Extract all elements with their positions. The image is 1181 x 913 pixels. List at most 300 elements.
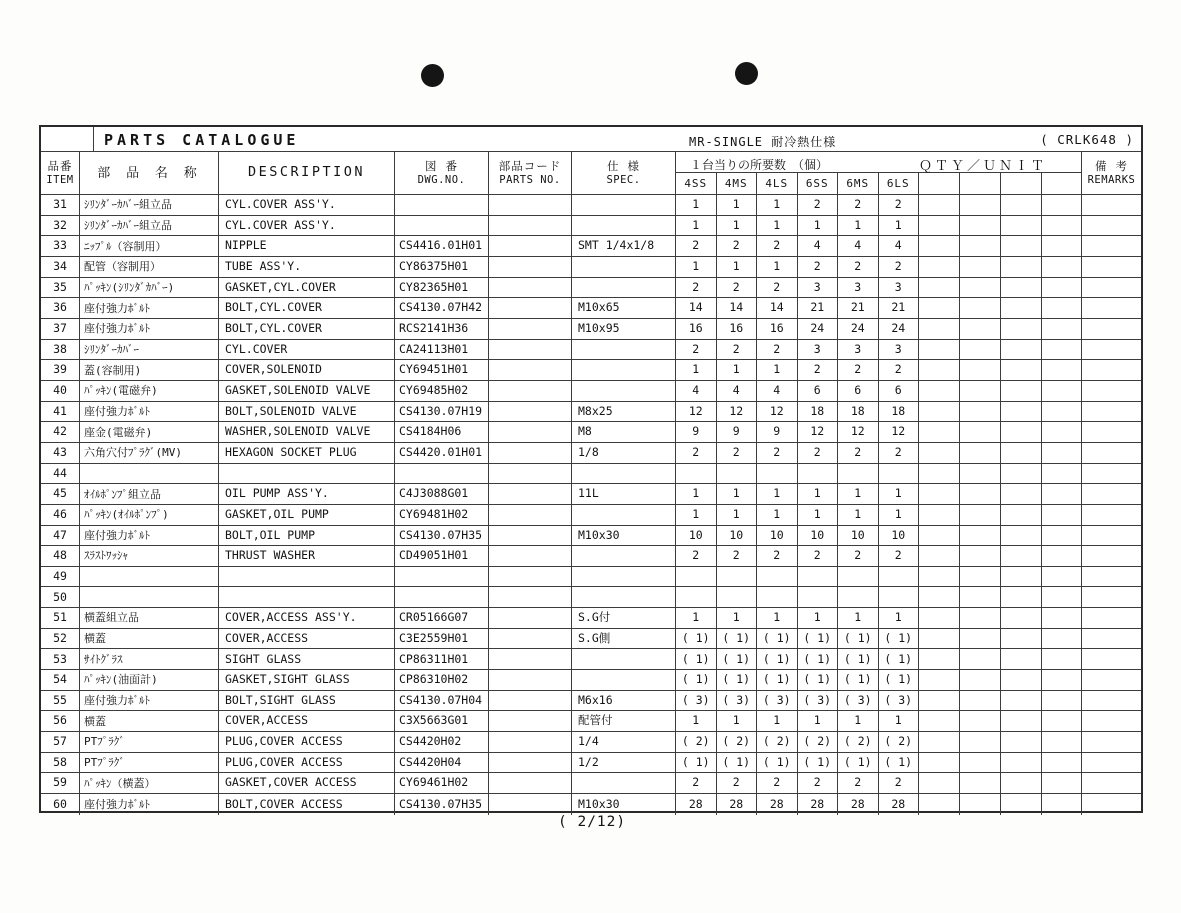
qty-cell-blank (960, 257, 1001, 277)
qty-cell-4ss: 1 (676, 608, 717, 628)
header-qty-model-columns (676, 173, 1081, 194)
table-row (41, 649, 1141, 670)
item-cell: 52 (41, 629, 80, 649)
table-row (41, 278, 1141, 299)
item-cell: 46 (41, 505, 80, 525)
qty-cell-6ls: 2 (879, 257, 920, 277)
qty-cell-4ms: 2 (717, 443, 758, 463)
item-cell: 33 (41, 236, 80, 256)
qty-cell-4ls: 1 (757, 195, 798, 215)
qty-cell-blank (1042, 526, 1082, 546)
item-cell: 31 (41, 195, 80, 215)
header-dwg-jp: 図 番 (425, 159, 458, 173)
part-name-cell: 横蓋組立品 (80, 608, 219, 628)
table-row (41, 567, 1141, 588)
qty-cell-blank (1042, 484, 1082, 504)
spec-cell: S.G付 (572, 608, 676, 628)
qty-cell-6ms (838, 587, 879, 607)
parts-no-cell (489, 773, 572, 793)
qty-cell-4ss: 16 (676, 319, 717, 339)
dwg-no-cell: CY69485H02 (395, 381, 489, 401)
table-row (41, 422, 1141, 443)
qty-cell-4ms: 28 (717, 794, 758, 815)
qty-cell-blank (1001, 567, 1042, 587)
spec-cell: M10x30 (572, 794, 676, 815)
dwg-no-cell: CS4130.07H35 (395, 526, 489, 546)
qty-cell-4ss: 12 (676, 402, 717, 422)
part-name-cell: ｼﾘﾝﾀﾞｰｶﾊﾞｰ組立品 (80, 216, 219, 236)
remarks-cell (1082, 526, 1141, 546)
item-cell: 48 (41, 546, 80, 566)
qty-cell-4ls: ( 1) (757, 753, 798, 773)
qty-cell-6ss: 1 (798, 484, 839, 504)
part-name-cell: 座付強力ﾎﾞﾙﾄ (80, 794, 219, 815)
item-cell: 55 (41, 691, 80, 711)
qty-cell-blank (919, 298, 960, 318)
table-row (41, 319, 1141, 340)
item-cell: 51 (41, 608, 80, 628)
qty-cell-blank (1001, 505, 1042, 525)
qty-cell-blank (960, 195, 1001, 215)
table-row (41, 257, 1141, 278)
remarks-cell (1082, 773, 1141, 793)
qty-cell-4ms (717, 464, 758, 484)
qty-cell-blank (1001, 794, 1042, 815)
parts-no-cell (489, 526, 572, 546)
description-cell: TUBE ASS'Y. (219, 257, 395, 277)
qty-cell-6ls: ( 1) (879, 649, 920, 669)
qty-cell-6ms: 4 (838, 236, 879, 256)
spec-cell (572, 360, 676, 380)
remarks-cell (1082, 649, 1141, 669)
header-qty-unit-en: ＱＴＹ／ＵＮＩＴ (919, 159, 1048, 174)
qty-cell-6ls: 2 (879, 546, 920, 566)
item-cell: 32 (41, 216, 80, 236)
qty-cell-6ss: 28 (798, 794, 839, 815)
qty-cell-4ms: ( 3) (717, 691, 758, 711)
qty-cell-blank (960, 608, 1001, 628)
qty-cell-4ss: 10 (676, 526, 717, 546)
table-row (41, 464, 1141, 485)
qty-cell-blank (919, 649, 960, 669)
dwg-no-cell: CS4416.01H01 (395, 236, 489, 256)
remarks-cell (1082, 195, 1141, 215)
remarks-cell (1082, 794, 1141, 815)
qty-cell-6ms: 12 (838, 422, 879, 442)
remarks-cell (1082, 422, 1141, 442)
qty-cell-6ss (798, 567, 839, 587)
header-remarks-jp: 備 考 (1095, 159, 1128, 173)
remarks-cell (1082, 381, 1141, 401)
qty-cell-blank (960, 381, 1001, 401)
parts-no-cell (489, 464, 572, 484)
description-cell: PLUG,COVER ACCESS (219, 753, 395, 773)
qty-cell-6ls: 21 (879, 298, 920, 318)
qty-cell-blank (919, 608, 960, 628)
qty-cell-4ls: 2 (757, 773, 798, 793)
part-name-cell: 座付強力ﾎﾞﾙﾄ (80, 402, 219, 422)
header-dwg-no (395, 152, 489, 194)
dwg-no-cell: CY69451H01 (395, 360, 489, 380)
item-cell: 34 (41, 257, 80, 277)
qty-cell-6ss: 1 (798, 505, 839, 525)
part-name-cell: ﾆｯﾌﾟﾙ（容制用） (80, 236, 219, 256)
qty-cell-6ms: 21 (838, 298, 879, 318)
description-cell: COVER,ACCESS (219, 711, 395, 731)
description-cell: CYL.COVER ASS'Y. (219, 216, 395, 236)
qty-cell-blank (1042, 794, 1082, 815)
qty-cell-blank (960, 567, 1001, 587)
table-row (41, 691, 1141, 712)
qty-cell-blank (960, 629, 1001, 649)
qty-cell-4ss: 1 (676, 216, 717, 236)
qty-cell-6ss: 4 (798, 236, 839, 256)
part-name-cell: 座付強力ﾎﾞﾙﾄ (80, 691, 219, 711)
description-cell (219, 567, 395, 587)
doc-code: ( CRLK648 ) (1040, 132, 1134, 147)
remarks-cell (1082, 567, 1141, 587)
remarks-cell (1082, 443, 1141, 463)
spec-cell (572, 649, 676, 669)
parts-no-cell (489, 670, 572, 690)
qty-cell-4ls (757, 464, 798, 484)
item-cell: 44 (41, 464, 80, 484)
spec-cell: M10x65 (572, 298, 676, 318)
qty-cell-blank (1042, 732, 1082, 752)
qty-cell-6ss: 18 (798, 402, 839, 422)
qty-cell-blank (1001, 216, 1042, 236)
qty-cell-blank (1001, 298, 1042, 318)
qty-cell-6ms: 2 (838, 360, 879, 380)
parts-no-cell (489, 753, 572, 773)
remarks-cell (1082, 608, 1141, 628)
qty-cell-6ls: 1 (879, 608, 920, 628)
header-item-en: ITEM (46, 173, 74, 186)
spec-cell: S.G側 (572, 629, 676, 649)
qty-cell-6ls: 1 (879, 484, 920, 504)
qty-cell-4ss: 1 (676, 257, 717, 277)
qty-cell-4ls: 1 (757, 257, 798, 277)
parts-no-cell (489, 402, 572, 422)
dwg-no-cell: CR05166G07 (395, 608, 489, 628)
header-qty-col-blank (960, 173, 1001, 194)
qty-cell-blank (1042, 567, 1082, 587)
qty-cell-blank (1001, 608, 1042, 628)
qty-cell-4ls: 1 (757, 608, 798, 628)
qty-cell-4ss: 1 (676, 711, 717, 731)
dwg-no-cell: CA24113H01 (395, 340, 489, 360)
qty-cell-blank (960, 484, 1001, 504)
header-qty-col-4ss: 4SS (676, 173, 717, 194)
qty-cell-blank (960, 732, 1001, 752)
dwg-no-cell: CS4130.07H42 (395, 298, 489, 318)
part-name-cell: ｻｲﾄｸﾞﾗｽ (80, 649, 219, 669)
description-cell: GASKET,OIL PUMP (219, 505, 395, 525)
qty-cell-blank (960, 278, 1001, 298)
qty-cell-4ms: 1 (717, 484, 758, 504)
item-cell: 58 (41, 753, 80, 773)
header-qty-col-blank (1042, 173, 1081, 194)
qty-cell-4ms: ( 1) (717, 670, 758, 690)
remarks-cell (1082, 484, 1141, 504)
part-name-cell: PTﾌﾟﾗｸﾞ (80, 732, 219, 752)
qty-cell-blank (1001, 381, 1042, 401)
qty-cell-blank (960, 753, 1001, 773)
header-item-jp: 品番 (47, 159, 73, 173)
qty-cell-blank (1042, 464, 1082, 484)
qty-cell-6ls: 3 (879, 278, 920, 298)
spec-cell: M8 (572, 422, 676, 442)
qty-cell-6ms: 24 (838, 319, 879, 339)
part-name-cell: ｵｲﾙﾎﾟﾝﾌﾟ組立品 (80, 484, 219, 504)
spec-cell (572, 381, 676, 401)
qty-cell-6ms: 2 (838, 443, 879, 463)
qty-cell-blank (1001, 360, 1042, 380)
qty-cell-6ms: 28 (838, 794, 879, 815)
qty-cell-4ss: 2 (676, 340, 717, 360)
remarks-cell (1082, 402, 1141, 422)
qty-cell-blank (919, 216, 960, 236)
item-cell: 41 (41, 402, 80, 422)
remarks-cell (1082, 236, 1141, 256)
qty-cell-6ls: ( 1) (879, 629, 920, 649)
qty-cell-4ls (757, 587, 798, 607)
table-title-row (41, 127, 1141, 152)
part-name-cell: ﾊﾟｯｷﾝ(ｼﾘﾝﾀﾞｶﾊﾞｰ) (80, 278, 219, 298)
qty-cell-blank (1001, 629, 1042, 649)
part-name-cell: ｼﾘﾝﾀﾞｰｶﾊﾞｰ組立品 (80, 195, 219, 215)
table-row (41, 236, 1141, 257)
qty-cell-6ms: ( 1) (838, 753, 879, 773)
qty-cell-blank (919, 464, 960, 484)
qty-cell-4ms: ( 2) (717, 732, 758, 752)
qty-cell-blank (919, 319, 960, 339)
remarks-cell (1082, 464, 1141, 484)
header-item (41, 152, 80, 194)
qty-cell-blank (919, 257, 960, 277)
qty-cell-6ss: 21 (798, 298, 839, 318)
qty-cell-4ss (676, 464, 717, 484)
qty-cell-blank (1042, 319, 1082, 339)
parts-no-cell (489, 422, 572, 442)
qty-cell-blank (1001, 526, 1042, 546)
parts-no-cell (489, 587, 572, 607)
qty-cell-6ls: 24 (879, 319, 920, 339)
qty-cell-6ms: 2 (838, 195, 879, 215)
dwg-no-cell: CS4420H04 (395, 753, 489, 773)
item-cell: 60 (41, 794, 80, 815)
qty-cell-4ms: 16 (717, 319, 758, 339)
qty-cell-6ls: ( 3) (879, 691, 920, 711)
qty-cell-4ss: 2 (676, 773, 717, 793)
qty-cell-blank (919, 402, 960, 422)
dwg-no-cell: CP86311H01 (395, 649, 489, 669)
dwg-no-cell (395, 216, 489, 236)
qty-cell-4ss: ( 1) (676, 670, 717, 690)
qty-cell-4ms: 2 (717, 340, 758, 360)
qty-cell-4ss (676, 567, 717, 587)
qty-cell-6ls: 18 (879, 402, 920, 422)
qty-cell-blank (1001, 257, 1042, 277)
qty-cell-blank (1042, 216, 1082, 236)
table-row (41, 381, 1141, 402)
table-row (41, 732, 1141, 753)
description-cell: BOLT,SOLENOID VALVE (219, 402, 395, 422)
table-row (41, 484, 1141, 505)
qty-cell-4ms: 14 (717, 298, 758, 318)
qty-cell-blank (960, 319, 1001, 339)
part-name-cell: ｽﾗｽﾄﾜｯｼｬ (80, 546, 219, 566)
parts-no-cell (489, 278, 572, 298)
qty-cell-6ms (838, 464, 879, 484)
qty-cell-4ls (757, 567, 798, 587)
qty-cell-blank (960, 464, 1001, 484)
qty-cell-4ls: ( 3) (757, 691, 798, 711)
qty-cell-6ss: 3 (798, 278, 839, 298)
qty-cell-blank (1042, 195, 1082, 215)
qty-cell-6ss: 1 (798, 216, 839, 236)
part-name-cell: 座付強力ﾎﾞﾙﾄ (80, 298, 219, 318)
description-cell: GASKET,SIGHT GLASS (219, 670, 395, 690)
part-name-cell: 六角穴付ﾌﾟﾗｸﾞ(MV) (80, 443, 219, 463)
qty-cell-blank (960, 711, 1001, 731)
qty-cell-6ls (879, 587, 920, 607)
qty-cell-6ms: 2 (838, 546, 879, 566)
spec-cell (572, 216, 676, 236)
qty-cell-6ss: 6 (798, 381, 839, 401)
description-cell: BOLT,CYL.COVER (219, 319, 395, 339)
description-cell: GASKET,SOLENOID VALVE (219, 381, 395, 401)
qty-cell-4ms: ( 1) (717, 753, 758, 773)
parts-no-cell (489, 443, 572, 463)
dwg-no-cell (395, 464, 489, 484)
qty-cell-6ls (879, 567, 920, 587)
qty-cell-blank (1001, 340, 1042, 360)
header-remarks (1082, 152, 1141, 194)
qty-cell-6ss: 2 (798, 546, 839, 566)
item-cell: 36 (41, 298, 80, 318)
qty-cell-6ss: ( 1) (798, 753, 839, 773)
qty-cell-4ls: 2 (757, 340, 798, 360)
part-name-cell: ﾊﾟｯｷﾝ(電磁弁) (80, 381, 219, 401)
spec-cell (572, 567, 676, 587)
qty-cell-blank (1042, 422, 1082, 442)
qty-cell-4ls: 16 (757, 319, 798, 339)
qty-cell-4ls: 2 (757, 443, 798, 463)
qty-cell-blank (1042, 360, 1082, 380)
dwg-no-cell (395, 567, 489, 587)
qty-cell-blank (919, 381, 960, 401)
qty-cell-4ls: 2 (757, 278, 798, 298)
qty-cell-4ms (717, 567, 758, 587)
qty-cell-blank (1042, 587, 1082, 607)
qty-cell-4ss: ( 1) (676, 629, 717, 649)
dwg-no-cell: CY69481H02 (395, 505, 489, 525)
qty-cell-blank (1042, 608, 1082, 628)
qty-cell-blank (919, 278, 960, 298)
part-name-cell (80, 464, 219, 484)
qty-cell-blank (919, 629, 960, 649)
part-name-cell: ﾊﾟｯｷﾝ(油面計) (80, 670, 219, 690)
qty-cell-blank (1042, 278, 1082, 298)
table-body (41, 195, 1141, 815)
qty-cell-6ms: 1 (838, 505, 879, 525)
qty-cell-6ms: 10 (838, 526, 879, 546)
parts-no-cell (489, 236, 572, 256)
header-qty-col-4ls: 4LS (757, 173, 798, 194)
table-row (41, 587, 1141, 608)
qty-cell-blank (960, 670, 1001, 690)
dwg-no-cell: CY82365H01 (395, 278, 489, 298)
qty-cell-blank (919, 484, 960, 504)
table-row (41, 629, 1141, 650)
part-name-cell: ｼﾘﾝﾀﾞｰｶﾊﾞｰ (80, 340, 219, 360)
spec-cell: 1/4 (572, 732, 676, 752)
description-cell: BOLT,OIL PUMP (219, 526, 395, 546)
qty-cell-blank (919, 711, 960, 731)
qty-cell-6ss: 1 (798, 608, 839, 628)
qty-cell-4ms: 2 (717, 546, 758, 566)
qty-cell-blank (960, 773, 1001, 793)
table-row (41, 711, 1141, 732)
qty-cell-4ms: ( 1) (717, 649, 758, 669)
qty-cell-6ls: 6 (879, 381, 920, 401)
spec-cell: M8x25 (572, 402, 676, 422)
qty-cell-4ls: 1 (757, 505, 798, 525)
item-cell: 50 (41, 587, 80, 607)
table-row (41, 505, 1141, 526)
header-part-name-jp: 部 品 名 称 (97, 165, 201, 181)
qty-cell-6ms: 1 (838, 484, 879, 504)
qty-cell-6ms: ( 1) (838, 629, 879, 649)
dwg-no-cell: CP86310H02 (395, 670, 489, 690)
qty-cell-4ss: ( 3) (676, 691, 717, 711)
qty-cell-6ss: 1 (798, 711, 839, 731)
qty-cell-6ls: 4 (879, 236, 920, 256)
description-cell: CYL.COVER ASS'Y. (219, 195, 395, 215)
header-qty-group-top (676, 152, 1081, 173)
header-qty-col-6ss: 6SS (798, 173, 839, 194)
part-name-cell: 横蓋 (80, 629, 219, 649)
qty-cell-blank (1001, 319, 1042, 339)
qty-cell-blank (1042, 670, 1082, 690)
table-row (41, 546, 1141, 567)
qty-cell-6ms: 2 (838, 773, 879, 793)
remarks-cell (1082, 691, 1141, 711)
parts-no-cell (489, 649, 572, 669)
qty-cell-blank (1001, 443, 1042, 463)
qty-cell-blank (960, 422, 1001, 442)
qty-cell-blank (960, 691, 1001, 711)
dwg-no-cell (395, 587, 489, 607)
parts-no-cell (489, 608, 572, 628)
qty-cell-blank (960, 546, 1001, 566)
spec-cell (572, 546, 676, 566)
dwg-no-cell: CS4184H06 (395, 422, 489, 442)
qty-cell-blank (919, 794, 960, 815)
qty-cell-blank (1042, 236, 1082, 256)
qty-cell-6ss: 3 (798, 340, 839, 360)
qty-cell-6ms: 3 (838, 340, 879, 360)
qty-cell-blank (1042, 773, 1082, 793)
qty-cell-4ls: ( 1) (757, 629, 798, 649)
spec-cell (572, 195, 676, 215)
header-spec-jp: 仕 様 (607, 159, 640, 173)
spec-cell (572, 587, 676, 607)
qty-cell-4ls: 1 (757, 216, 798, 236)
qty-cell-6ls: ( 1) (879, 753, 920, 773)
qty-cell-blank (919, 505, 960, 525)
